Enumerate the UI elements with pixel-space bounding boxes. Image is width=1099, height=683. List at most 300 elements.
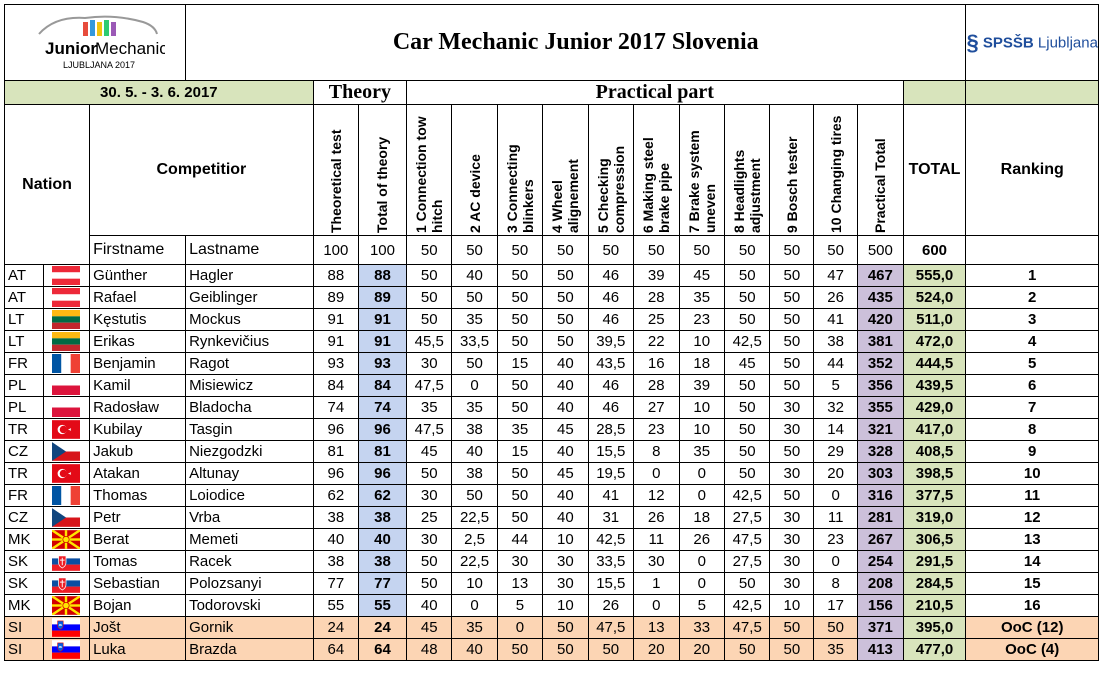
task-score-cell: 30 [770, 419, 814, 441]
task-score-cell: 22 [634, 331, 679, 353]
task-score-cell: 19,5 [588, 463, 633, 485]
firstname-cell: Jošt [90, 617, 186, 639]
firstname-cell: Günther [90, 265, 186, 287]
flag-cell [43, 551, 89, 573]
firstname-cell: Jakub [90, 441, 186, 463]
task-score-cell: 50 [497, 265, 542, 287]
firstname-cell: Bojan [90, 595, 186, 617]
nation-code-cell: FR [5, 353, 44, 375]
results-body [5, 265, 1099, 661]
theory-score-cell: 40 [313, 529, 358, 551]
task-score-cell: 13 [497, 573, 542, 595]
task-score-cell: 42,5 [724, 485, 769, 507]
lastname-cell: Tasgin [186, 419, 314, 441]
task-score-cell: 50 [770, 375, 814, 397]
practical-total-cell: 413 [858, 639, 904, 661]
total-theory-cell: 88 [358, 265, 406, 287]
task-score-cell: 28 [634, 287, 679, 309]
table-row [5, 287, 1099, 309]
macedonia-flag-icon [52, 596, 80, 615]
theory-score-cell: 93 [313, 353, 358, 375]
theory-score-cell: 91 [313, 331, 358, 353]
task-score-cell: 30 [770, 573, 814, 595]
max-points-cell: 50 [724, 236, 769, 265]
firstname-cell: Kubilay [90, 419, 186, 441]
firstname-cell: Radosław [90, 397, 186, 419]
task-score-cell: 13 [634, 617, 679, 639]
firstname-cell: Kamil [90, 375, 186, 397]
task-header: 4 Wheel alignement [549, 159, 582, 233]
ranking-cell: 16 [966, 595, 1099, 617]
task-score-cell: 50 [770, 265, 814, 287]
france-flag-icon [52, 486, 80, 505]
practical-total-cell: 371 [858, 617, 904, 639]
task-score-cell: 50 [724, 265, 769, 287]
task-score-cell: 22,5 [452, 551, 497, 573]
poland-flag-icon [52, 398, 80, 417]
task-header: 8 Headlights adjustment [731, 149, 764, 233]
flag-cell [43, 331, 89, 353]
total-score-cell: 210,5 [903, 595, 966, 617]
task-score-cell: 40 [452, 265, 497, 287]
total-theory-cell: 55 [358, 595, 406, 617]
lastname-cell: Gornik [186, 617, 314, 639]
theory-score-cell: 55 [313, 595, 358, 617]
table-row [5, 441, 1099, 463]
turkey-flag-icon [52, 420, 80, 439]
task-score-cell: 30 [497, 551, 542, 573]
lastname-header: Lastname [186, 236, 314, 265]
table-row [5, 573, 1099, 595]
task-score-cell: 40 [543, 485, 588, 507]
lastname-cell: Geiblinger [186, 287, 314, 309]
nation-code-cell: SK [5, 573, 44, 595]
car-logo-icon [25, 8, 165, 74]
task-score-cell: 50 [497, 375, 542, 397]
task-score-cell: 17 [814, 595, 858, 617]
lastname-cell: Altunay [186, 463, 314, 485]
task-score-cell: 23 [814, 529, 858, 551]
task-score-cell: 5 [497, 595, 542, 617]
task-score-cell: 40 [543, 507, 588, 529]
task-header: 2 AC device [466, 154, 483, 233]
task-score-cell: 50 [724, 397, 769, 419]
task-score-cell: 50 [724, 375, 769, 397]
total-score-cell: 477,0 [903, 639, 966, 661]
task-score-cell: 35 [452, 309, 497, 331]
theory-score-cell: 88 [313, 265, 358, 287]
task-score-cell: 50 [770, 287, 814, 309]
task-score-cell: 25 [634, 309, 679, 331]
task-score-cell: 46 [588, 265, 633, 287]
theory-score-cell: 74 [313, 397, 358, 419]
total-score-cell: 398,5 [903, 463, 966, 485]
task-score-cell: 46 [588, 309, 633, 331]
ranking-cell: OoC (12) [966, 617, 1099, 639]
task-score-cell: 39,5 [588, 331, 633, 353]
practical-total-cell: 208 [858, 573, 904, 595]
task-score-cell: 50 [407, 463, 452, 485]
austria-flag-icon [52, 288, 80, 307]
task-score-cell: 50 [452, 287, 497, 309]
total-score-cell: 444,5 [903, 353, 966, 375]
total-theory-cell: 77 [358, 573, 406, 595]
theoretical-test-header: Theoretical test [327, 129, 344, 233]
task-score-cell: 45 [543, 463, 588, 485]
ranking-cell: 12 [966, 507, 1099, 529]
total-theory-cell: 89 [358, 287, 406, 309]
task-score-cell: 50 [770, 485, 814, 507]
max-points-cell: 600 [903, 236, 966, 265]
total-theory-cell: 93 [358, 353, 406, 375]
task-score-cell: 42,5 [724, 331, 769, 353]
task-score-cell: 30 [407, 485, 452, 507]
svg-text:Mechanic: Mechanic [95, 38, 166, 58]
lastname-cell: Misiewicz [186, 375, 314, 397]
table-row [5, 595, 1099, 617]
total-theory-cell: 24 [358, 617, 406, 639]
total-theory-cell: 84 [358, 375, 406, 397]
task-score-cell: 30 [634, 551, 679, 573]
task-score-cell: 47,5 [588, 617, 633, 639]
task-score-cell: 33 [679, 617, 724, 639]
practical-total-cell: 267 [858, 529, 904, 551]
task-score-cell: 40 [543, 397, 588, 419]
task-score-cell: 50 [724, 463, 769, 485]
lithuania-flag-icon [52, 310, 80, 329]
task-score-cell: 47 [814, 265, 858, 287]
task-score-cell: 27 [634, 397, 679, 419]
task-score-cell: 10 [679, 331, 724, 353]
theory-score-cell: 96 [313, 463, 358, 485]
task-header: 10 Changing tires [827, 115, 844, 233]
lastname-cell: Memeti [186, 529, 314, 551]
turkey-flag-icon [52, 464, 80, 483]
task-score-cell: 26 [634, 507, 679, 529]
flag-cell [43, 639, 89, 661]
task-score-cell: 10 [543, 529, 588, 551]
max-points-cell: 50 [814, 236, 858, 265]
practical-total-cell: 328 [858, 441, 904, 463]
total-score-cell: 291,5 [903, 551, 966, 573]
nation-code-cell: FR [5, 485, 44, 507]
ranking-cell: 5 [966, 353, 1099, 375]
task-score-cell: 15 [497, 441, 542, 463]
svg-text:Junior: Junior [45, 38, 97, 58]
task-score-cell: 50 [588, 639, 633, 661]
task-score-cell: 50 [724, 287, 769, 309]
task-score-cell: 50 [497, 507, 542, 529]
task-score-cell: 50 [543, 639, 588, 661]
task-score-cell: 46 [588, 375, 633, 397]
task-score-cell: 0 [634, 463, 679, 485]
nation-code-cell: SI [5, 639, 44, 661]
ranking-cell: 2 [966, 287, 1099, 309]
table-row [5, 529, 1099, 551]
max-points-cell: 50 [452, 236, 497, 265]
task-score-cell: 43,5 [588, 353, 633, 375]
lastname-cell: Rynkevičius [186, 331, 314, 353]
nation-code-cell: LT [5, 309, 44, 331]
flag-cell [43, 265, 89, 287]
theory-score-cell: 81 [313, 441, 358, 463]
task-score-cell: 30 [770, 529, 814, 551]
task-score-cell: 40 [543, 353, 588, 375]
total-score-cell: 511,0 [903, 309, 966, 331]
task-score-cell: 46 [588, 397, 633, 419]
task-score-cell: 35 [814, 639, 858, 661]
task-score-cell: 47,5 [724, 529, 769, 551]
spssb-logo-icon: § [966, 29, 979, 55]
total-theory-cell: 62 [358, 485, 406, 507]
task-score-cell: 0 [452, 375, 497, 397]
table-row [5, 617, 1099, 639]
slovenia-flag-icon [52, 618, 80, 637]
competition-dates: 30. 5. - 3. 6. 2017 [5, 81, 314, 105]
flag-cell [43, 441, 89, 463]
nation-code-cell: SK [5, 551, 44, 573]
task-score-cell: 50 [724, 639, 769, 661]
task-score-cell: 23 [634, 419, 679, 441]
practical-total-cell: 352 [858, 353, 904, 375]
flag-cell [43, 595, 89, 617]
flag-cell [43, 507, 89, 529]
practical-total-cell: 381 [858, 331, 904, 353]
task-score-cell: 48 [407, 639, 452, 661]
blank-cell [966, 236, 1099, 265]
max-points-cell: 100 [313, 236, 358, 265]
czechia-flag-icon [52, 442, 80, 461]
task-score-cell: 50 [543, 287, 588, 309]
task-score-cell: 45 [724, 353, 769, 375]
task-score-cell: 35 [679, 287, 724, 309]
task-score-cell: 50 [770, 353, 814, 375]
ranking-cell: 1 [966, 265, 1099, 287]
task-score-cell: 50 [770, 331, 814, 353]
task-score-cell: 0 [814, 485, 858, 507]
lastname-cell: Hagler [186, 265, 314, 287]
total-score-cell: 306,5 [903, 529, 966, 551]
school-city: Ljubljana [1037, 34, 1098, 51]
table-row [5, 507, 1099, 529]
theory-score-cell: 96 [313, 419, 358, 441]
ranking-cell: 9 [966, 441, 1099, 463]
task-score-cell: 29 [814, 441, 858, 463]
ranking-cell: 7 [966, 397, 1099, 419]
czechia-flag-icon [52, 508, 80, 527]
flag-cell [43, 463, 89, 485]
task-header: 3 Connecting blinkers [503, 144, 536, 233]
slovakia-flag-icon [52, 552, 80, 571]
nation-code-cell: MK [5, 529, 44, 551]
nation-code-cell: PL [5, 375, 44, 397]
practical-total-cell: 281 [858, 507, 904, 529]
practical-total-cell: 467 [858, 265, 904, 287]
task-score-cell: 38 [452, 463, 497, 485]
task-score-cell: 50 [770, 441, 814, 463]
task-score-cell: 44 [814, 353, 858, 375]
total-score-cell: 377,5 [903, 485, 966, 507]
total-score-cell: 284,5 [903, 573, 966, 595]
total-theory-cell: 81 [358, 441, 406, 463]
task-score-cell: 28,5 [588, 419, 633, 441]
task-score-cell: 50 [452, 485, 497, 507]
task-score-cell: 31 [588, 507, 633, 529]
task-score-cell: 45,5 [407, 331, 452, 353]
max-points-cell: 50 [497, 236, 542, 265]
firstname-cell: Tomas [90, 551, 186, 573]
results-table [4, 4, 1099, 661]
task-score-cell: 38 [452, 419, 497, 441]
firstname-cell: Rafael [90, 287, 186, 309]
task-score-cell: 10 [543, 595, 588, 617]
task-score-cell: 40 [543, 375, 588, 397]
task-score-cell: 11 [634, 529, 679, 551]
total-theory-cell: 38 [358, 551, 406, 573]
task-score-cell: 50 [407, 287, 452, 309]
table-row [5, 485, 1099, 507]
total-score-cell: 429,0 [903, 397, 966, 419]
task-score-cell: 40 [407, 595, 452, 617]
ranking-cell: 4 [966, 331, 1099, 353]
practical-section-label: Practical part [407, 81, 904, 105]
lastname-cell: Todorovski [186, 595, 314, 617]
ranking-cell: 14 [966, 551, 1099, 573]
flag-cell [43, 419, 89, 441]
results-sheet [4, 4, 1099, 661]
task-score-cell: 15 [497, 353, 542, 375]
lastname-cell: Brazda [186, 639, 314, 661]
total-score-cell: 439,5 [903, 375, 966, 397]
ranking-cell: 13 [966, 529, 1099, 551]
task-score-cell: 0 [634, 595, 679, 617]
task-score-cell: 27,5 [724, 551, 769, 573]
task-score-cell: 40 [452, 441, 497, 463]
task-score-cell: 30 [770, 397, 814, 419]
task-score-cell: 26 [679, 529, 724, 551]
firstname-cell: Atakan [90, 463, 186, 485]
task-score-cell: 50 [497, 309, 542, 331]
lastname-cell: Ragot [186, 353, 314, 375]
task-score-cell: 0 [679, 573, 724, 595]
task-score-cell: 28 [634, 375, 679, 397]
page-title: Car Mechanic Junior 2017 Slovenia [186, 5, 966, 81]
task-score-cell: 5 [814, 375, 858, 397]
table-row [5, 463, 1099, 485]
total-theory-cell: 96 [358, 419, 406, 441]
task-score-cell: 33,5 [452, 331, 497, 353]
task-score-cell: 30 [407, 353, 452, 375]
nation-code-cell: LT [5, 331, 44, 353]
task-score-cell: 20 [814, 463, 858, 485]
total-score-cell: 395,0 [903, 617, 966, 639]
lastname-cell: Racek [186, 551, 314, 573]
task-score-cell: 50 [770, 617, 814, 639]
school-logo [966, 5, 1099, 81]
task-score-cell: 40 [543, 441, 588, 463]
firstname-cell: Thomas [90, 485, 186, 507]
task-header: 1 Connection tow hitch [413, 116, 446, 233]
total-score-cell: 319,0 [903, 507, 966, 529]
task-score-cell: 25 [407, 507, 452, 529]
table-row [5, 551, 1099, 573]
total-theory-cell: 40 [358, 529, 406, 551]
total-theory-cell: 91 [358, 309, 406, 331]
max-points-cell: 50 [543, 236, 588, 265]
task-score-cell: 18 [679, 353, 724, 375]
theory-score-cell: 64 [313, 639, 358, 661]
task-score-cell: 35 [497, 419, 542, 441]
flag-cell [43, 529, 89, 551]
task-header: 7 Brake system uneven [685, 130, 718, 233]
slovenia-flag-icon [52, 640, 80, 659]
task-score-cell: 2,5 [452, 529, 497, 551]
total-score-cell: 555,0 [903, 265, 966, 287]
theory-score-cell: 38 [313, 551, 358, 573]
task-score-cell: 33,5 [588, 551, 633, 573]
task-score-cell: 30 [543, 551, 588, 573]
task-score-cell: 30 [407, 529, 452, 551]
flag-cell [43, 397, 89, 419]
firstname-cell: Erikas [90, 331, 186, 353]
task-score-cell: 50 [543, 331, 588, 353]
task-score-cell: 45 [407, 617, 452, 639]
slovakia-flag-icon [52, 574, 80, 593]
table-row [5, 265, 1099, 287]
nation-code-cell: AT [5, 287, 44, 309]
task-score-cell: 11 [814, 507, 858, 529]
task-score-cell: 35 [452, 617, 497, 639]
practical-total-cell: 435 [858, 287, 904, 309]
max-points-cell: 50 [770, 236, 814, 265]
task-score-cell: 42,5 [588, 529, 633, 551]
theory-score-cell: 89 [313, 287, 358, 309]
task-score-cell: 50 [407, 551, 452, 573]
task-score-cell: 45 [679, 265, 724, 287]
task-score-cell: 41 [588, 485, 633, 507]
firstname-cell: Luka [90, 639, 186, 661]
max-points-cell: 50 [588, 236, 633, 265]
task-score-cell: 15,5 [588, 573, 633, 595]
task-score-cell: 39 [634, 265, 679, 287]
nation-code-cell: TR [5, 463, 44, 485]
total-score-cell: 472,0 [903, 331, 966, 353]
flag-cell [43, 485, 89, 507]
task-score-cell: 50 [452, 353, 497, 375]
lithuania-flag-icon [52, 332, 80, 351]
task-score-cell: 50 [770, 639, 814, 661]
total-header: TOTAL [903, 105, 966, 236]
ranking-cell: 6 [966, 375, 1099, 397]
max-points-cell: 500 [858, 236, 904, 265]
practical-total-cell: 254 [858, 551, 904, 573]
task-score-cell: 50 [814, 617, 858, 639]
ranking-cell: 11 [966, 485, 1099, 507]
theory-score-cell: 84 [313, 375, 358, 397]
max-points-cell: 50 [407, 236, 452, 265]
practical-total-header: Practical Total [872, 138, 889, 233]
lastname-cell: Loiodice [186, 485, 314, 507]
max-points-cell: 100 [358, 236, 406, 265]
lastname-cell: Bladocha [186, 397, 314, 419]
task-score-cell: 18 [679, 507, 724, 529]
austria-flag-icon [52, 266, 80, 285]
task-score-cell: 46 [588, 287, 633, 309]
task-score-cell: 50 [407, 309, 452, 331]
task-score-cell: 50 [497, 485, 542, 507]
table-row [5, 639, 1099, 661]
ranking-cell: 10 [966, 463, 1099, 485]
